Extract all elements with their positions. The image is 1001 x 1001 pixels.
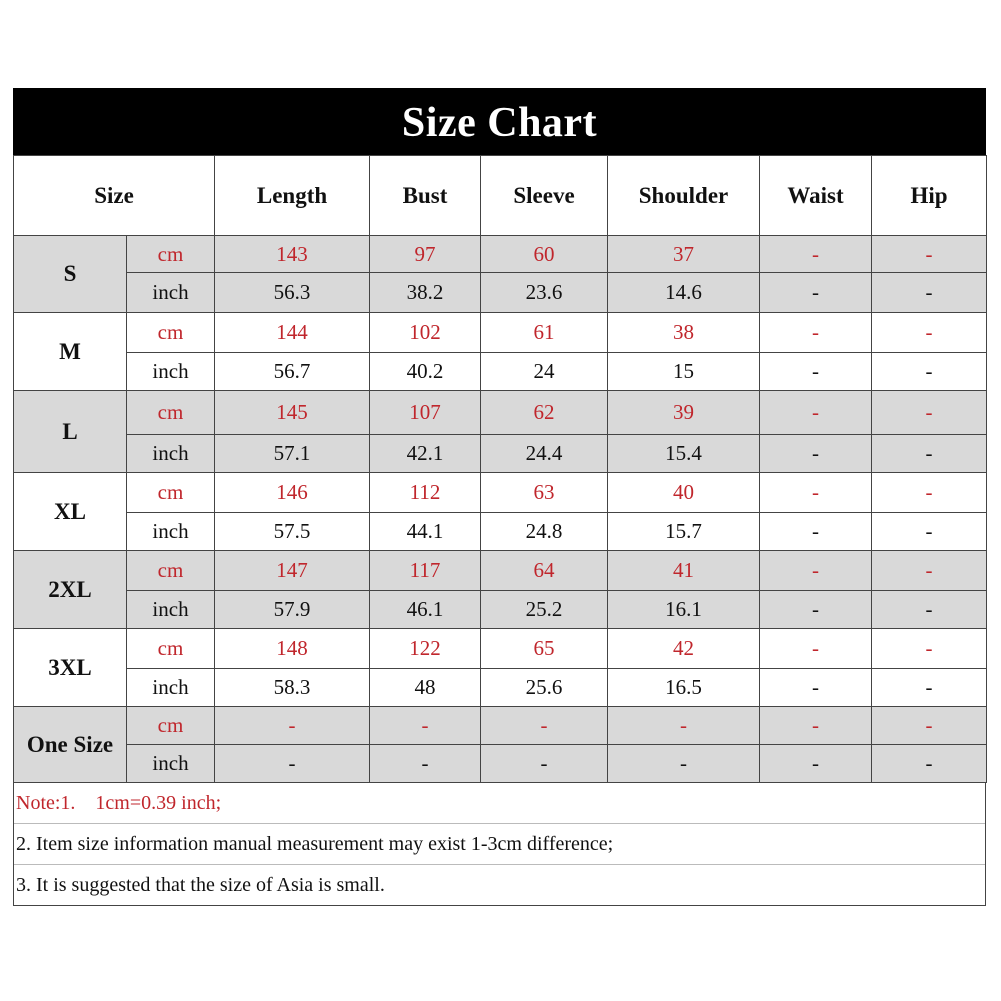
note-2: 2. Item size information manual measurement may exist 1-3cm difference; (14, 823, 985, 864)
shoulder-value: 16.1 (608, 591, 760, 629)
note-1: Note:1. 1cm=0.39 inch; (16, 792, 222, 814)
length-value: 57.1 (215, 435, 370, 473)
size-row-5-inch (14, 591, 987, 629)
sleeve-value: 24 (481, 353, 608, 391)
hip-value: - (872, 435, 987, 473)
bust-value: 38.2 (370, 273, 481, 313)
waist-value: - (760, 473, 872, 513)
unit-label-inch: inch (127, 435, 215, 473)
length-value: 145 (215, 391, 370, 435)
waist-value: - (760, 435, 872, 473)
shoulder-value: 16.5 (608, 669, 760, 707)
size-row-2-inch (14, 353, 987, 391)
hip-value: - (872, 551, 987, 591)
header-bust: Bust (370, 156, 481, 236)
waist-value: - (760, 273, 872, 313)
header-length: Length (215, 156, 370, 236)
sleeve-value: 62 (481, 391, 608, 435)
waist-value: - (760, 745, 872, 783)
length-value: 56.7 (215, 353, 370, 391)
sleeve-value: 65 (481, 629, 608, 669)
shoulder-value: 15 (608, 353, 760, 391)
sleeve-value: - (481, 707, 608, 745)
length-value: 57.5 (215, 513, 370, 551)
bust-value: 97 (370, 236, 481, 273)
unit-label-inch: inch (127, 745, 215, 783)
size-table (13, 155, 987, 783)
size-chart (13, 88, 986, 906)
length-value: 144 (215, 313, 370, 353)
unit-label-cm: cm (127, 629, 215, 669)
waist-value: - (760, 707, 872, 745)
bust-value: 42.1 (370, 435, 481, 473)
length-value: 56.3 (215, 273, 370, 313)
sleeve-value: 24.4 (481, 435, 608, 473)
bust-value: 102 (370, 313, 481, 353)
sleeve-value: - (481, 745, 608, 783)
bust-value: 48 (370, 669, 481, 707)
sleeve-value: 25.2 (481, 591, 608, 629)
size-row-5-cm (14, 551, 987, 591)
waist-value: - (760, 313, 872, 353)
hip-value: - (872, 513, 987, 551)
waist-value: - (760, 391, 872, 435)
shoulder-value: - (608, 707, 760, 745)
length-value: 147 (215, 551, 370, 591)
length-value: - (215, 745, 370, 783)
header-row (14, 156, 987, 236)
unit-label-cm: cm (127, 473, 215, 513)
shoulder-value: 14.6 (608, 273, 760, 313)
size-row-7-inch (14, 745, 987, 783)
hip-value: - (872, 629, 987, 669)
size-label: M (14, 313, 127, 391)
bust-value: 44.1 (370, 513, 481, 551)
size-label: L (14, 391, 127, 473)
size-row-7-cm (14, 707, 987, 745)
shoulder-value: - (608, 745, 760, 783)
size-row-6-cm (14, 629, 987, 669)
bust-value: 40.2 (370, 353, 481, 391)
size-row-2-cm (14, 313, 987, 353)
sleeve-value: 25.6 (481, 669, 608, 707)
unit-label-inch: inch (127, 513, 215, 551)
size-row-3-cm (14, 391, 987, 435)
waist-value: - (760, 591, 872, 629)
shoulder-value: 38 (608, 313, 760, 353)
hip-value: - (872, 669, 987, 707)
bust-value: - (370, 745, 481, 783)
bust-value: - (370, 707, 481, 745)
header-size: Size (14, 156, 215, 236)
length-value: - (215, 707, 370, 745)
hip-value: - (872, 313, 987, 353)
size-row-4-inch (14, 513, 987, 551)
waist-value: - (760, 551, 872, 591)
sleeve-value: 23.6 (481, 273, 608, 313)
bust-value: 117 (370, 551, 481, 591)
length-value: 148 (215, 629, 370, 669)
shoulder-value: 41 (608, 551, 760, 591)
bust-value: 112 (370, 473, 481, 513)
size-table-body (14, 236, 987, 783)
header-hip: Hip (872, 156, 987, 236)
size-label: 2XL (14, 551, 127, 629)
size-label: S (14, 236, 127, 313)
hip-value: - (872, 391, 987, 435)
unit-label-cm: cm (127, 236, 215, 273)
size-label: 3XL (14, 629, 127, 707)
length-value: 146 (215, 473, 370, 513)
bust-value: 107 (370, 391, 481, 435)
waist-value: - (760, 236, 872, 273)
unit-label-inch: inch (127, 273, 215, 313)
hip-value: - (872, 353, 987, 391)
shoulder-value: 39 (608, 391, 760, 435)
size-label: XL (14, 473, 127, 551)
header-waist: Waist (760, 156, 872, 236)
bust-value: 46.1 (370, 591, 481, 629)
unit-label-inch: inch (127, 353, 215, 391)
sleeve-value: 64 (481, 551, 608, 591)
unit-label-cm: cm (127, 391, 215, 435)
shoulder-value: 15.4 (608, 435, 760, 473)
hip-value: - (872, 591, 987, 629)
unit-label-inch: inch (127, 669, 215, 707)
hip-value: - (872, 273, 987, 313)
unit-label-cm: cm (127, 313, 215, 353)
shoulder-value: 42 (608, 629, 760, 669)
unit-label-inch: inch (127, 591, 215, 629)
shoulder-value: 15.7 (608, 513, 760, 551)
unit-label-cm: cm (127, 551, 215, 591)
header-shoulder: Shoulder (608, 156, 760, 236)
size-row-1-inch (14, 273, 987, 313)
hip-value: - (872, 707, 987, 745)
waist-value: - (760, 353, 872, 391)
header-sleeve: Sleeve (481, 156, 608, 236)
sleeve-value: 61 (481, 313, 608, 353)
shoulder-value: 40 (608, 473, 760, 513)
waist-value: - (760, 629, 872, 669)
length-value: 57.9 (215, 591, 370, 629)
length-value: 143 (215, 236, 370, 273)
waist-value: - (760, 669, 872, 707)
waist-value: - (760, 513, 872, 551)
length-value: 58.3 (215, 669, 370, 707)
sleeve-value: 60 (481, 236, 608, 273)
hip-value: - (872, 236, 987, 273)
sleeve-value: 63 (481, 473, 608, 513)
hip-value: - (872, 473, 987, 513)
bust-value: 122 (370, 629, 481, 669)
shoulder-value: 37 (608, 236, 760, 273)
hip-value: - (872, 745, 987, 783)
note-3: 3. It is suggested that the size of Asia is small. (14, 864, 985, 905)
notes (13, 783, 986, 906)
chart-title: Size Chart (13, 88, 986, 155)
size-row-1-cm (14, 236, 987, 273)
size-row-3-inch (14, 435, 987, 473)
unit-label-cm: cm (127, 707, 215, 745)
size-row-6-inch (14, 669, 987, 707)
sleeve-value: 24.8 (481, 513, 608, 551)
size-label: One Size (14, 707, 127, 783)
size-row-4-cm (14, 473, 987, 513)
